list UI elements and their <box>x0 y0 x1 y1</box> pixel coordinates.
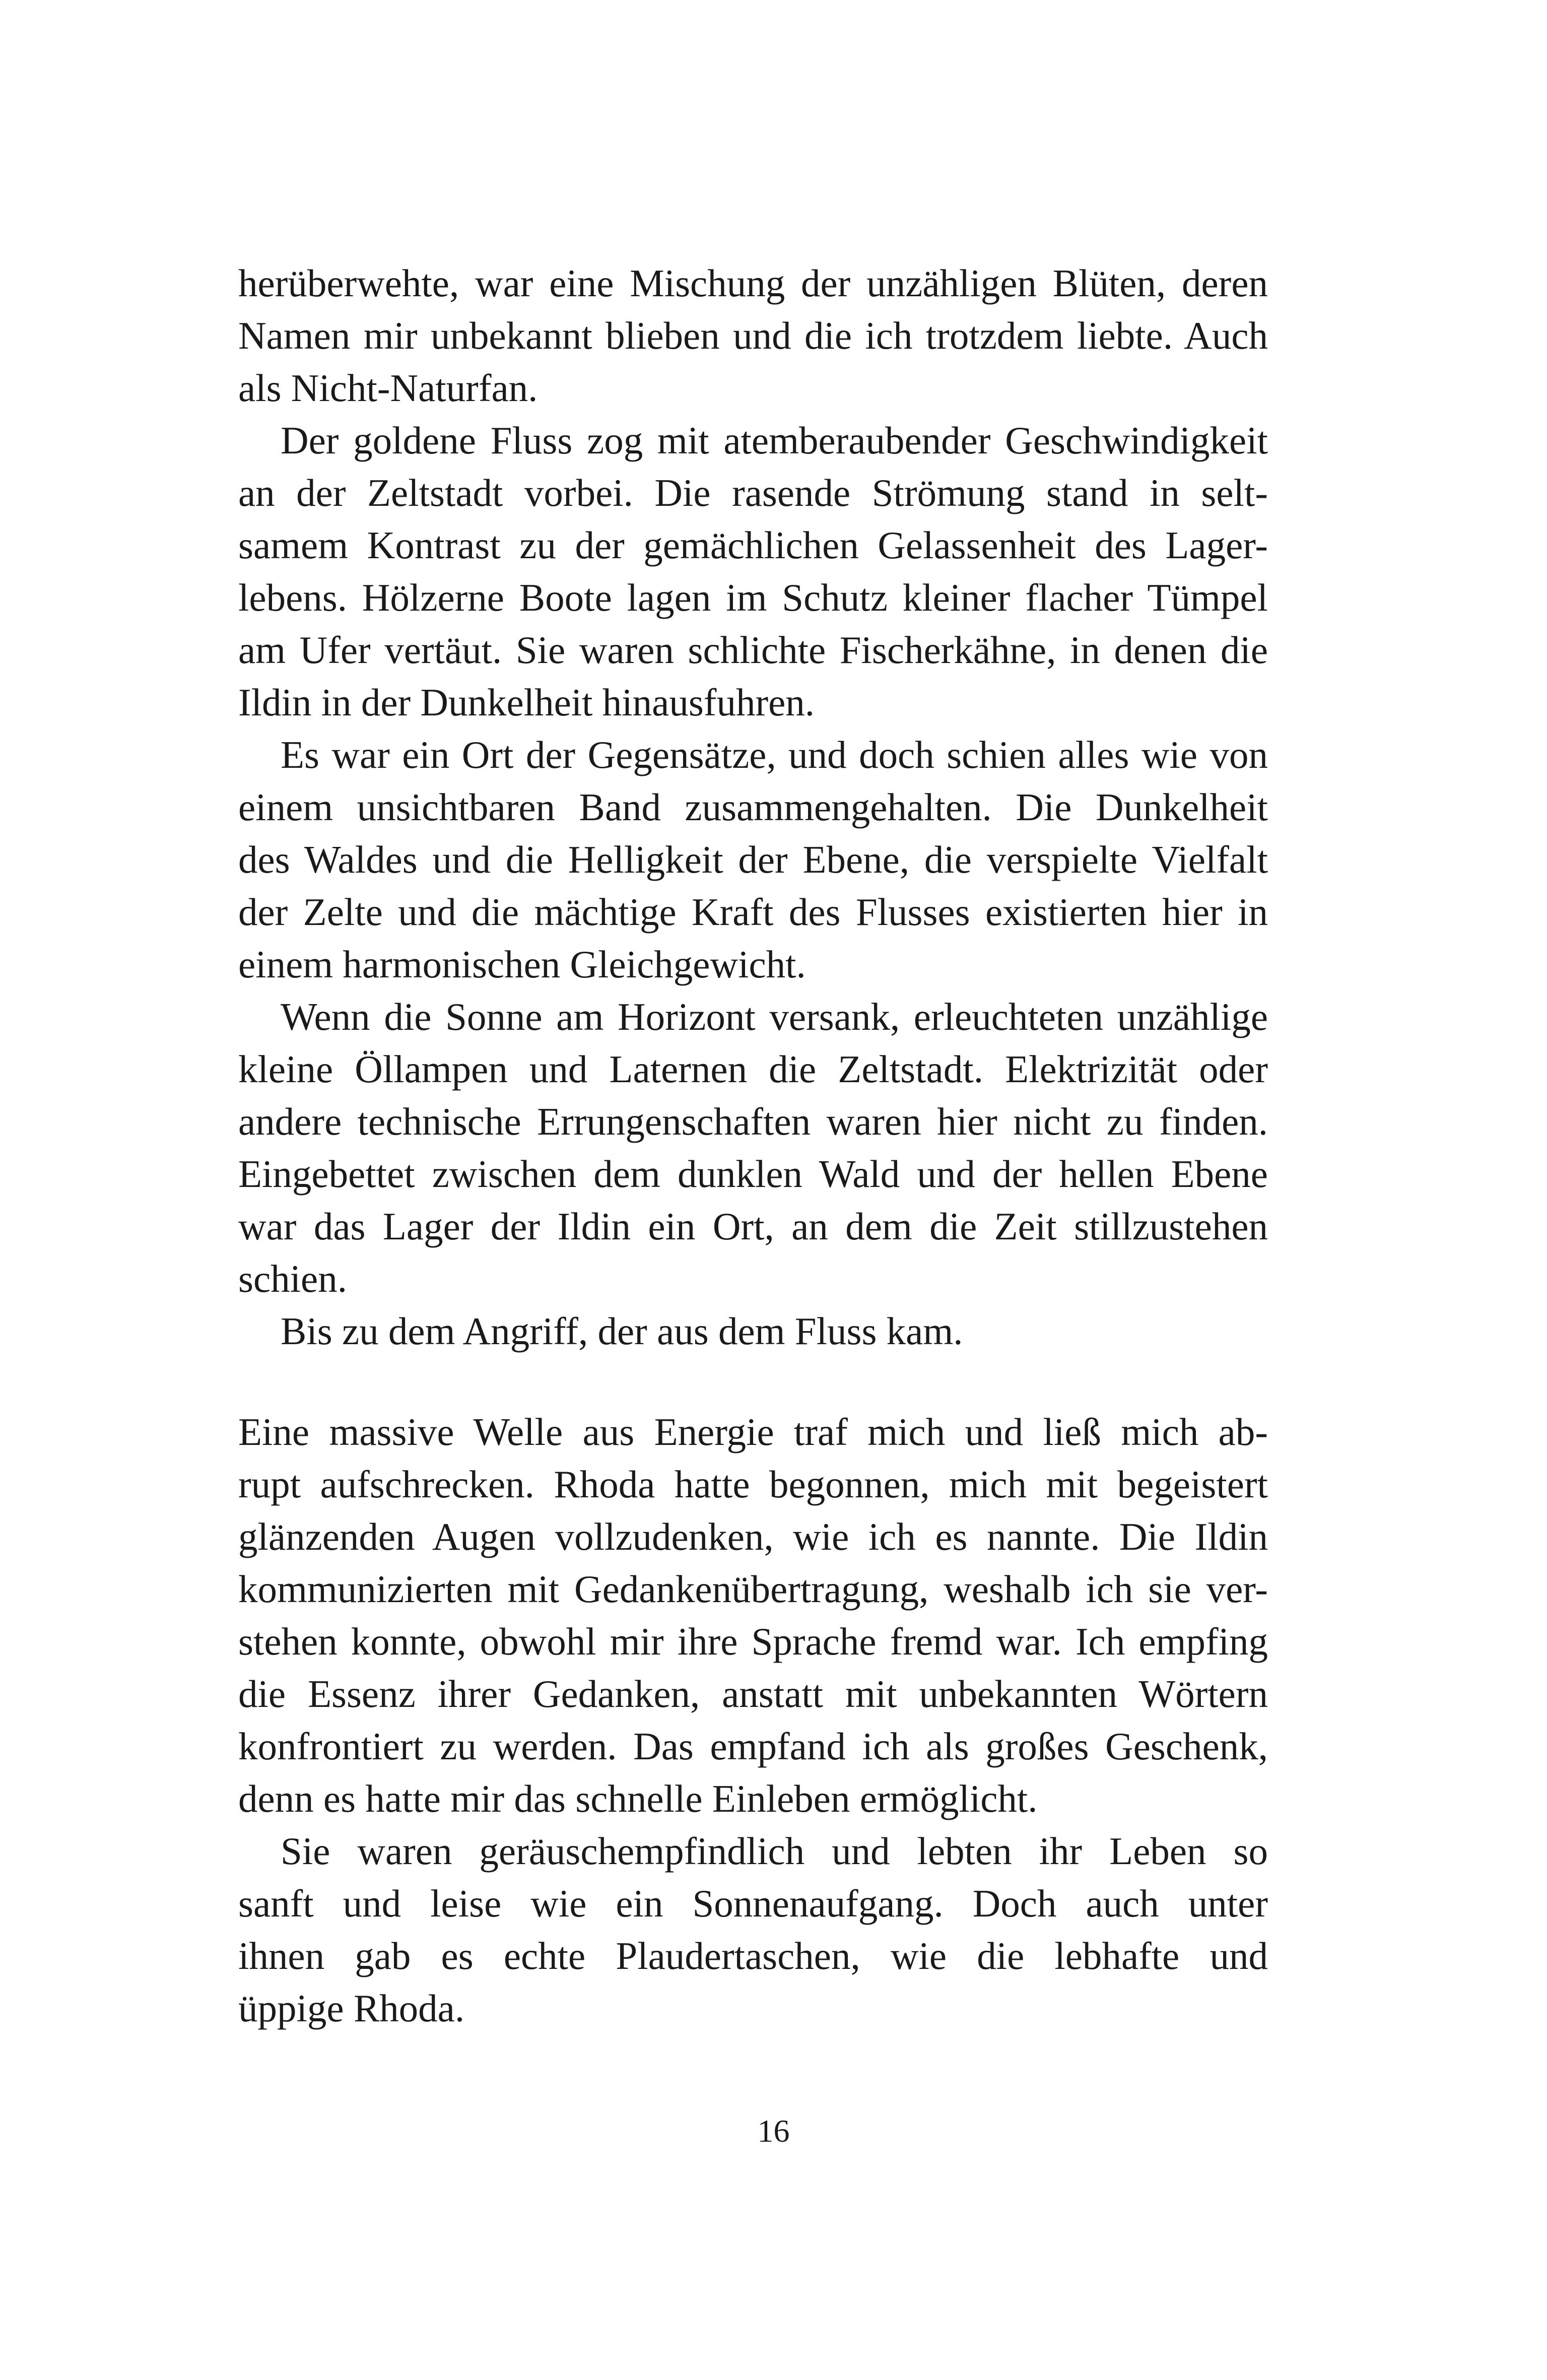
paragraph <box>238 257 1268 414</box>
text-line: Der goldene Fluss zog mit atemberaubender Geschwindigkeit <box>281 419 1268 462</box>
text-line: kleine Öllampen und Laternen die Zeltstadt. Elektrizität oder <box>238 1047 1268 1091</box>
paragraph <box>238 990 1268 1305</box>
text-line: Eine massive Welle aus Energie traf mich und ließ mich ab- <box>238 1410 1268 1453</box>
text-line: kommunizierten mit Gedankenübertragung, weshalb ich sie ver- <box>238 1567 1268 1611</box>
text-line: Eingebettet zwischen dem dunklen Wald und der hellen Ebene <box>238 1152 1268 1196</box>
text-line: herüberwehte, war eine Mischung der unzähligen Blüten, deren <box>238 261 1268 305</box>
text-line: glänzenden Augen vollzudenken, wie ich es nannte. Die Ildin <box>238 1515 1268 1558</box>
text-line: Wenn die Sonne am Horizont versank, erleuchteten unzählige <box>281 995 1268 1038</box>
text-line: rupt aufschrecken. Rhoda hatte begonnen, mich mit begeistert <box>238 1463 1268 1506</box>
paragraph <box>238 414 1268 729</box>
text-line: Ildin in der Dunkelheit hinausfuhren. <box>238 681 815 724</box>
text-line: am Ufer vertäut. Sie waren schlichte Fischerkähne, in denen die <box>238 628 1268 672</box>
page-number: 16 <box>757 2113 790 2149</box>
text-line: ihnen gab es echte Plaudertaschen, wie die lebhafte und <box>238 1934 1268 1977</box>
text-line: Bis zu dem Angriff, der aus dem Fluss kam. <box>281 1309 963 1353</box>
text-line: stehen konnte, obwohl mir ihre Sprache fremd war. Ich empfing <box>238 1620 1268 1663</box>
book-page-text <box>238 257 1268 2034</box>
text-line: konfrontiert zu werden. Das empfand ich als großes Geschenk, <box>238 1725 1268 1768</box>
text-line: Namen mir unbekannt blieben und die ich trotzdem liebte. Auch <box>238 314 1268 357</box>
text-line: die Essenz ihrer Gedanken, anstatt mit unbekannten Wörtern <box>238 1672 1268 1715</box>
section-break <box>238 1357 1268 1406</box>
text-line: denn es hatte mir das schnelle Einleben ermöglicht. <box>238 1777 1038 1820</box>
text-line: war das Lager der Ildin ein Ort, an dem die Zeit stillzustehen <box>238 1205 1268 1248</box>
text-line: üppige Rhoda. <box>238 1987 465 2030</box>
text-line: Es war ein Ort der Gegensätze, und doch schien alles wie von <box>281 733 1268 776</box>
text-line: des Waldes und die Helligkeit der Ebene, die verspielte Vielfalt <box>238 838 1268 881</box>
text-line: als Nicht-Naturfan. <box>238 366 538 410</box>
paragraph <box>238 1305 1268 1357</box>
paragraph <box>238 1825 1268 2034</box>
paragraph <box>238 729 1268 990</box>
text-line: andere technische Errungenschaften waren hier nicht zu finden. <box>238 1100 1268 1143</box>
text-line: einem harmonischen Gleichgewicht. <box>238 943 806 986</box>
paragraph <box>238 1406 1268 1825</box>
text-line: einem unsichtbaren Band zusammengehalten. Die Dunkelheit <box>238 785 1268 829</box>
text-line: der Zelte und die mächtige Kraft des Flusses existierten hier in <box>238 890 1268 934</box>
text-line: schien. <box>238 1257 347 1300</box>
text-line: sanft und leise wie ein Sonnenaufgang. Doch auch unter <box>238 1882 1268 1925</box>
text-line: samem Kontrast zu der gemächlichen Gelassenheit des Lager- <box>238 523 1268 567</box>
text-line: lebens. Hölzerne Boote lagen im Schutz kleiner flacher Tümpel <box>238 576 1268 619</box>
text-line: an der Zeltstadt vorbei. Die rasende Strömung stand in selt- <box>238 471 1268 514</box>
text-line: Sie waren geräuschempfindlich und lebten ihr Leben so <box>281 1829 1268 1873</box>
